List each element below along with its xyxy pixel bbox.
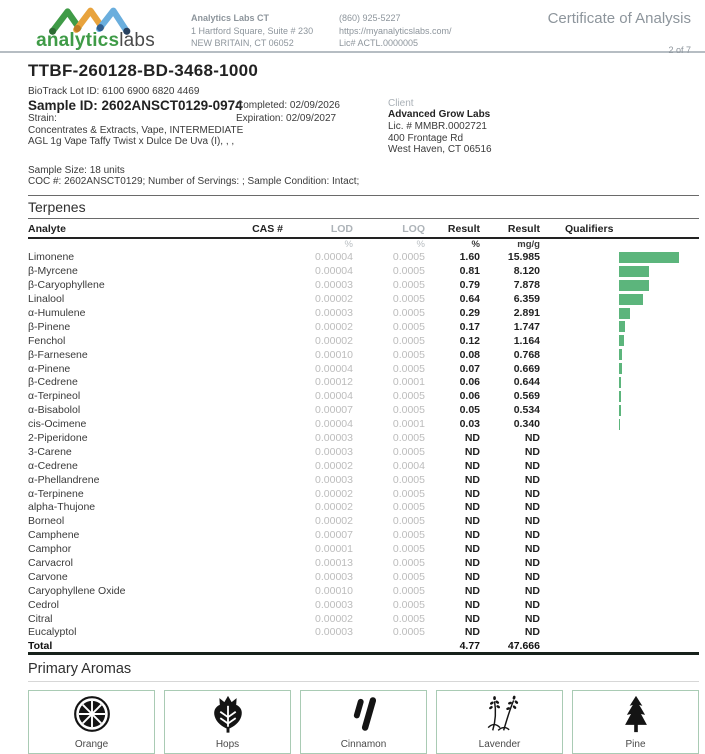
brand-labs: labs [119,30,155,51]
expiration-date: Expiration: 02/09/2027 [236,112,337,124]
result-bar [610,377,699,388]
table-row: Fenchol 0.00002 0.0005 0.12 1.164 [28,334,699,348]
table-row: alpha-Thujone 0.00002 0.0005 ND ND [28,501,699,515]
result-bar [610,349,699,360]
col-lod: LOD [330,223,353,235]
table-row: β-Farnesene 0.00010 0.0005 0.08 0.768 [28,348,699,362]
table-row: β-Pinene 0.00002 0.0005 0.17 1.747 [28,320,699,334]
header-right [499,4,697,55]
client-license: Lic. # MMBR.0002721 [388,121,487,132]
aroma-label: Lavender [478,739,521,751]
table-row: α-Humulene 0.00003 0.0005 0.29 2.891 [28,306,699,320]
hops-icon [208,694,248,734]
lab-address-block [191,12,339,50]
lavender-icon [480,694,520,734]
result-bar [610,544,699,555]
table-row: Camphene 0.00007 0.0005 ND ND [28,528,699,542]
table-row: β-Cedrene 0.00012 0.0001 0.06 0.644 [28,376,699,390]
aroma-boxes [28,690,699,754]
terpenes-section-title: Terpenes [28,198,86,215]
col-analyte: Analyte [28,223,66,235]
lab-name: Analytics Labs CT [191,13,270,23]
table-row: Carvacrol 0.00013 0.0005 ND ND [28,556,699,570]
terpene-rows [0,251,705,640]
result-bar [610,627,699,638]
table-row: Camphor 0.00001 0.0005 ND ND [28,542,699,556]
sample-id: Sample ID: 2602ANSCT0129-0974 [28,98,243,113]
result-bar [610,405,699,416]
lab-address-line2: NEW BRITAIN, CT 06052 [191,38,294,48]
lab-address-line1: 1 Hartford Square, Suite # 230 [191,25,314,36]
product-name: AGL 1g Vape Taffy Twist x Dulce De Uva (I), , , [28,136,235,147]
terpene-table-header [28,222,699,239]
result-bar [610,280,699,291]
lod-unit: % [344,239,353,250]
strain-category: Concentrates & Extracts, Vape, INTERMEDIATE [28,124,244,136]
table-row: Carvone 0.00003 0.0005 ND ND [28,570,699,584]
col-result-mgg: Result [507,223,540,235]
lab-website: https://myanalyticslabs.com/ [339,25,452,36]
sample-meta-block [28,165,677,188]
table-row: cis-Ocimene 0.00004 0.0001 0.03 0.340 [28,417,699,431]
result-mgg-unit: mg/g [517,239,540,250]
result-bar [610,308,699,319]
aroma-box-hops [164,690,291,754]
brand-wordmark [36,32,155,50]
table-row: α-Pinene 0.00004 0.0005 0.07 0.669 [28,362,699,376]
result-bar [610,266,699,277]
table-row: Limonene 0.00004 0.0005 1.60 15.985 [28,251,699,265]
total-result-pct: 4.77 [459,639,480,652]
client-block [388,98,677,156]
result-bar [610,474,699,485]
certificate-title: Certificate of Analysis [547,10,691,27]
sample-info-section [0,53,705,188]
cinnamon-sticks-icon [344,694,384,734]
table-row: Caryophyllene Oxide 0.00010 0.0005 ND ND [28,584,699,598]
loq-unit: % [416,239,425,250]
result-bar [610,516,699,527]
result-bar [610,433,699,444]
lab-license: Lic# ACTL.0000005 [339,38,419,48]
table-row: 2-Piperidone 0.00003 0.0005 ND ND [28,431,699,445]
terpenes-section [0,195,705,656]
result-bar [610,335,699,346]
primary-aromas-title: Primary Aromas [28,655,699,682]
result-bar [610,488,699,499]
aroma-box-lavender [436,690,563,754]
result-bar [610,363,699,374]
lab-contact-block [339,12,499,50]
result-bar [610,294,699,305]
aroma-box-orange [28,690,155,754]
table-row: β-Caryophyllene 0.00003 0.0005 0.79 7.878 [28,278,699,292]
document-header [0,0,705,53]
result-bar [610,460,699,471]
aroma-box-pine [572,690,699,754]
table-row: 3-Carene 0.00003 0.0005 ND ND [28,445,699,459]
client-address2: West Haven, CT 06516 [388,144,492,155]
table-row: α-Cedrene 0.00002 0.0004 ND ND [28,459,699,473]
result-bar [610,571,699,582]
sample-id-block [28,98,244,156]
strain-label: Strain: [28,113,57,124]
table-total-row [28,639,699,655]
col-result-pct: Result [447,223,480,235]
result-bar [610,321,699,332]
aroma-label: Hops [215,739,240,751]
total-result-mgg: 47.666 [507,639,540,652]
result-bar [610,613,699,624]
table-row: Linalool 0.00002 0.0005 0.64 6.359 [28,292,699,306]
completed-date: Completed: 02/09/2026 [236,100,340,111]
pine-tree-icon [616,694,656,734]
page-number: 2 of 7 [668,45,691,55]
aroma-box-cinnamon [300,690,427,754]
result-bar [610,530,699,541]
primary-aromas-section [28,655,699,754]
terpenes-heading-bar [28,195,699,219]
table-row: α-Phellandrene 0.00003 0.0005 ND ND [28,473,699,487]
table-row: Citral 0.00002 0.0005 ND ND [28,612,699,626]
terpene-units-row [28,239,699,251]
result-bar [610,252,699,263]
aroma-label: Pine [625,739,646,751]
total-label: Total [28,639,53,652]
result-pct-unit: % [471,239,480,250]
table-row: Eucalyptol 0.00003 0.0005 ND ND [28,626,699,640]
client-label: Client [388,98,414,109]
lab-phone: (860) 925-5227 [339,13,401,23]
coc-line: COC #: 2602ANSCT0129; Number of Servings: ; Sample Condition: Intact; [28,176,360,187]
result-bar [610,585,699,596]
table-row: α-Terpinene 0.00002 0.0005 ND ND [28,487,699,501]
lab-logo [28,4,163,50]
table-row: α-Bisabolol 0.00007 0.0005 0.05 0.534 [28,403,699,417]
brand-analytics: analytics [36,30,120,51]
result-bar [610,419,699,430]
orange-slice-icon [72,694,112,734]
col-qualifiers: Qualifiers [565,223,614,235]
table-row: α-Terpineol 0.00004 0.0005 0.06 0.569 [28,389,699,403]
table-row: Borneol 0.00002 0.0005 ND ND [28,514,699,528]
client-address1: 400 Frontage Rd [388,132,464,144]
dates-block [236,98,388,156]
table-row: Cedrol 0.00003 0.0005 ND ND [28,598,699,612]
result-bar [610,446,699,457]
result-bar [610,391,699,402]
result-bar [610,599,699,610]
result-bar [610,558,699,569]
aroma-label: Orange [74,739,109,751]
sample-size: Sample Size: 18 units [28,164,125,176]
biotrack-lot-id: BioTrack Lot ID: 6100 6900 6820 4469 [28,86,200,97]
col-cas: CAS # [252,223,283,235]
aroma-label: Cinnamon [340,739,387,751]
col-loq: LOQ [402,223,425,235]
batch-id-title: TTBF-260128-BD-3468-1000 [28,61,259,80]
table-row: β-Myrcene 0.00004 0.0005 0.81 8.120 [28,264,699,278]
client-name: Advanced Grow Labs [388,109,491,120]
result-bar [610,502,699,513]
